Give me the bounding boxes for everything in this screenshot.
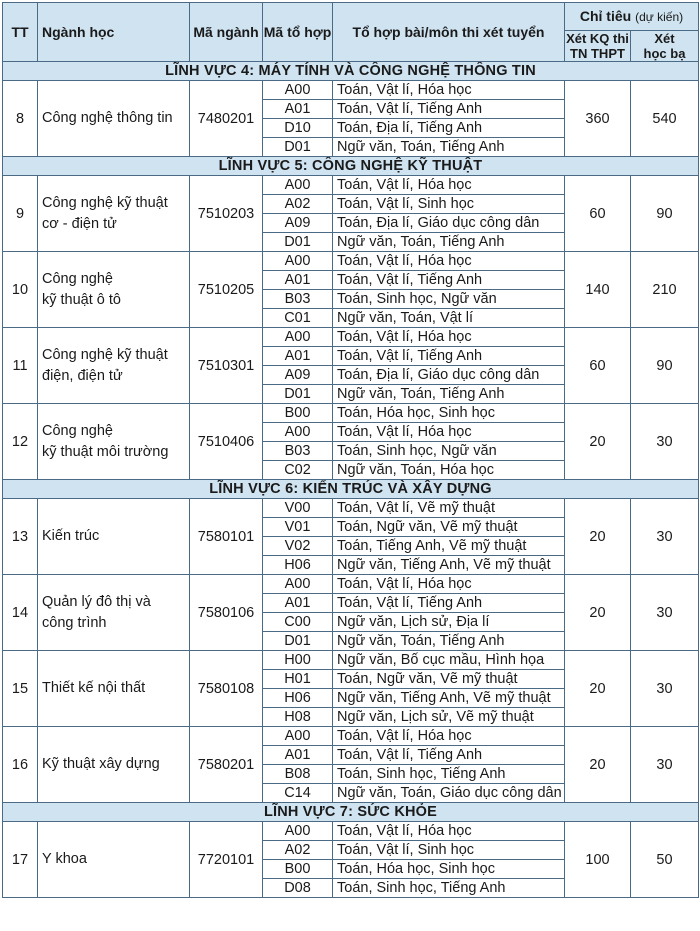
section-row	[3, 480, 699, 499]
major-number: 13	[3, 499, 38, 575]
header-major: Ngành học	[38, 3, 190, 62]
combo-code: B03	[263, 442, 333, 461]
combo-code: B00	[263, 860, 333, 879]
combo-subjects: Toán, Vật lí, Tiếng Anh	[333, 594, 565, 613]
combo-code: H00	[263, 651, 333, 670]
table-header	[3, 3, 699, 62]
combo-subjects: Toán, Sinh học, Ngữ văn	[333, 442, 565, 461]
major-name-line: Công nghệ kỹ thuật	[42, 194, 168, 211]
combo-subjects: Toán, Vật lí, Hóa học	[333, 727, 565, 746]
combo-subjects: Toán, Sinh học, Ngữ văn	[333, 290, 565, 309]
combo-subjects: Ngữ văn, Lịch sử, Địa lí	[333, 613, 565, 632]
admission-table	[2, 2, 699, 898]
combo-code: A00	[263, 727, 333, 746]
table-body	[3, 62, 699, 898]
major-name-line: kỹ thuật môi trường	[42, 443, 169, 460]
combo-subjects: Ngữ văn, Toán, Tiếng Anh	[333, 138, 565, 157]
combo-subjects: Ngữ văn, Toán, Giáo dục công dân	[333, 784, 565, 803]
combo-code: H08	[263, 708, 333, 727]
combo-code: A09	[263, 214, 333, 233]
header-tt: TT	[3, 3, 38, 62]
combo-subjects: Toán, Vật lí, Hóa học	[333, 575, 565, 594]
header-quota-exam-line2: TN THPT	[570, 46, 625, 61]
combo-code: V02	[263, 537, 333, 556]
combo-subjects: Toán, Vật lí, Vẽ mỹ thuật	[333, 499, 565, 518]
combo-code: C00	[263, 613, 333, 632]
combo-subjects: Toán, Vật lí, Sinh học	[333, 841, 565, 860]
combo-subjects: Toán, Vật lí, Tiếng Anh	[333, 347, 565, 366]
section-title: LĨNH VỰC 7: SỨC KHỎE	[3, 803, 699, 822]
quota-transcript: 30	[631, 727, 699, 803]
quota-exam: 20	[565, 651, 631, 727]
quota-exam: 140	[565, 252, 631, 328]
section-row	[3, 62, 699, 81]
combo-code: A00	[263, 822, 333, 841]
header-subjects: Tổ hợp bài/môn thi xét tuyển	[333, 3, 565, 62]
major-number: 9	[3, 176, 38, 252]
combo-subjects: Toán, Hóa học, Sinh học	[333, 404, 565, 423]
major-name-line: Y khoa	[42, 851, 87, 867]
header-quota-label: Chỉ tiêu	[579, 7, 632, 24]
combo-code: C02	[263, 461, 333, 480]
table-row	[3, 575, 699, 594]
quota-exam: 20	[565, 727, 631, 803]
combo-code: D08	[263, 879, 333, 898]
major-name-line: Kỹ thuật xây dựng	[42, 756, 160, 772]
major-name	[38, 81, 190, 157]
table-row	[3, 328, 699, 347]
combo-subjects: Toán, Vật lí, Hóa học	[333, 822, 565, 841]
quota-exam: 60	[565, 176, 631, 252]
major-code: 7720101	[190, 822, 263, 898]
combo-subjects: Toán, Vật lí, Hóa học	[333, 81, 565, 100]
major-number: 16	[3, 727, 38, 803]
combo-subjects: Toán, Địa lí, Tiếng Anh	[333, 119, 565, 138]
major-code: 7510205	[190, 252, 263, 328]
major-name	[38, 328, 190, 404]
header-quota	[565, 3, 699, 31]
major-name	[38, 575, 190, 651]
combo-code: A01	[263, 347, 333, 366]
quota-exam: 20	[565, 404, 631, 480]
section-title: LĨNH VỰC 6: KIẾN TRÚC VÀ XÂY DỰNG	[3, 480, 699, 499]
combo-code: A01	[263, 746, 333, 765]
combo-code: D01	[263, 632, 333, 651]
major-name-line: điện, điện tử	[42, 367, 123, 384]
header-code: Mã ngành	[190, 3, 263, 62]
major-name-line: Thiết kế nội thất	[42, 680, 146, 696]
major-code: 7480201	[190, 81, 263, 157]
table-row	[3, 651, 699, 670]
quota-transcript: 90	[631, 328, 699, 404]
table-row	[3, 176, 699, 195]
combo-code: D01	[263, 233, 333, 252]
quota-exam: 100	[565, 822, 631, 898]
combo-code: D10	[263, 119, 333, 138]
combo-code: A00	[263, 176, 333, 195]
major-name-line: Quản lý đô thị và	[42, 593, 151, 610]
section-title: LĨNH VỰC 5: CÔNG NGHỆ KỸ THUẬT	[3, 157, 699, 176]
major-code: 7510203	[190, 176, 263, 252]
major-name	[38, 822, 190, 898]
major-name-line: Công nghệ thông tin	[42, 110, 173, 126]
major-number: 12	[3, 404, 38, 480]
quota-exam: 360	[565, 81, 631, 157]
combo-code: D01	[263, 385, 333, 404]
combo-subjects: Toán, Tiếng Anh, Vẽ mỹ thuật	[333, 537, 565, 556]
major-name-line: công trình	[42, 614, 107, 631]
quota-exam: 20	[565, 499, 631, 575]
header-quota-exam-line1: Xét KQ thi	[566, 31, 629, 46]
combo-subjects: Toán, Sinh học, Tiếng Anh	[333, 879, 565, 898]
combo-subjects: Toán, Hóa học, Sinh học	[333, 860, 565, 879]
major-name	[38, 252, 190, 328]
header-quota-transcript-line2: học bạ	[643, 46, 686, 61]
section-row	[3, 803, 699, 822]
combo-subjects: Toán, Địa lí, Giáo dục công dân	[333, 366, 565, 385]
major-name	[38, 176, 190, 252]
combo-code: V01	[263, 518, 333, 537]
combo-subjects: Ngữ văn, Toán, Tiếng Anh	[333, 385, 565, 404]
header-quota-transcript	[631, 31, 699, 62]
combo-subjects: Toán, Vật lí, Hóa học	[333, 176, 565, 195]
combo-code: A09	[263, 366, 333, 385]
combo-code: H06	[263, 556, 333, 575]
major-number: 15	[3, 651, 38, 727]
combo-subjects: Toán, Vật lí, Hóa học	[333, 328, 565, 347]
major-code: 7510406	[190, 404, 263, 480]
combo-subjects: Ngữ văn, Lịch sử, Vẽ mỹ thuật	[333, 708, 565, 727]
major-name	[38, 651, 190, 727]
combo-subjects: Toán, Ngữ văn, Vẽ mỹ thuật	[333, 518, 565, 537]
table-row	[3, 81, 699, 100]
combo-code: A01	[263, 594, 333, 613]
combo-subjects: Ngữ văn, Tiếng Anh, Vẽ mỹ thuật	[333, 689, 565, 708]
combo-subjects: Toán, Sinh học, Tiếng Anh	[333, 765, 565, 784]
quota-exam: 60	[565, 328, 631, 404]
combo-code: V00	[263, 499, 333, 518]
major-code: 7580101	[190, 499, 263, 575]
quota-transcript: 90	[631, 176, 699, 252]
header-quota-note: (dự kiến)	[635, 9, 684, 24]
combo-code: A00	[263, 81, 333, 100]
major-name-line: Công nghệ	[42, 270, 113, 287]
section-title: LĨNH VỰC 4: MÁY TÍNH VÀ CÔNG NGHỆ THÔNG TIN	[3, 62, 699, 81]
combo-code: B03	[263, 290, 333, 309]
major-number: 11	[3, 328, 38, 404]
table-row	[3, 822, 699, 841]
combo-code: A00	[263, 575, 333, 594]
table-row	[3, 252, 699, 271]
major-name	[38, 499, 190, 575]
combo-subjects: Ngữ văn, Toán, Tiếng Anh	[333, 632, 565, 651]
major-code: 7580106	[190, 575, 263, 651]
combo-subjects: Toán, Vật lí, Tiếng Anh	[333, 271, 565, 290]
combo-code: A01	[263, 100, 333, 119]
major-code: 7510301	[190, 328, 263, 404]
table-row	[3, 404, 699, 423]
major-name-line: Công nghệ	[42, 422, 113, 439]
combo-subjects: Ngữ văn, Toán, Tiếng Anh	[333, 233, 565, 252]
combo-code: D01	[263, 138, 333, 157]
header-quota-transcript-line1: Xét	[654, 31, 675, 46]
table-row	[3, 499, 699, 518]
table-row	[3, 727, 699, 746]
quota-transcript: 540	[631, 81, 699, 157]
combo-code: A00	[263, 423, 333, 442]
combo-code: A02	[263, 195, 333, 214]
major-number: 17	[3, 822, 38, 898]
quota-transcript: 30	[631, 651, 699, 727]
quota-transcript: 210	[631, 252, 699, 328]
combo-code: A00	[263, 252, 333, 271]
header-combo: Mã tổ hợp	[263, 3, 333, 62]
major-number: 10	[3, 252, 38, 328]
combo-code: B00	[263, 404, 333, 423]
quota-transcript: 30	[631, 575, 699, 651]
section-row	[3, 157, 699, 176]
header-quota-exam	[565, 31, 631, 62]
major-name-line: Kiến trúc	[42, 528, 100, 544]
combo-subjects: Ngữ văn, Bố cục mầu, Hình họa	[333, 651, 565, 670]
combo-code: A02	[263, 841, 333, 860]
major-name	[38, 404, 190, 480]
combo-subjects: Ngữ văn, Toán, Vật lí	[333, 309, 565, 328]
combo-subjects: Ngữ văn, Toán, Hóa học	[333, 461, 565, 480]
combo-code: C14	[263, 784, 333, 803]
combo-code: H06	[263, 689, 333, 708]
combo-subjects: Ngữ văn, Tiếng Anh, Vẽ mỹ thuật	[333, 556, 565, 575]
major-name-line: cơ - điện tử	[42, 215, 117, 232]
combo-subjects: Toán, Vật lí, Tiếng Anh	[333, 746, 565, 765]
combo-code: H01	[263, 670, 333, 689]
combo-subjects: Toán, Vật lí, Hóa học	[333, 252, 565, 271]
quota-transcript: 30	[631, 404, 699, 480]
quota-transcript: 30	[631, 499, 699, 575]
major-code: 7580108	[190, 651, 263, 727]
combo-subjects: Toán, Ngữ văn, Vẽ mỹ thuật	[333, 670, 565, 689]
combo-code: B08	[263, 765, 333, 784]
combo-subjects: Toán, Vật lí, Sinh học	[333, 195, 565, 214]
major-number: 8	[3, 81, 38, 157]
combo-code: A00	[263, 328, 333, 347]
major-name	[38, 727, 190, 803]
major-name-line: kỹ thuật ô tô	[42, 291, 121, 308]
combo-code: A01	[263, 271, 333, 290]
quota-exam: 20	[565, 575, 631, 651]
major-name-line: Công nghệ kỹ thuật	[42, 346, 168, 363]
major-code: 7580201	[190, 727, 263, 803]
combo-subjects: Toán, Địa lí, Giáo dục công dân	[333, 214, 565, 233]
major-number: 14	[3, 575, 38, 651]
combo-code: C01	[263, 309, 333, 328]
combo-subjects: Toán, Vật lí, Hóa học	[333, 423, 565, 442]
combo-subjects: Toán, Vật lí, Tiếng Anh	[333, 100, 565, 119]
quota-transcript: 50	[631, 822, 699, 898]
